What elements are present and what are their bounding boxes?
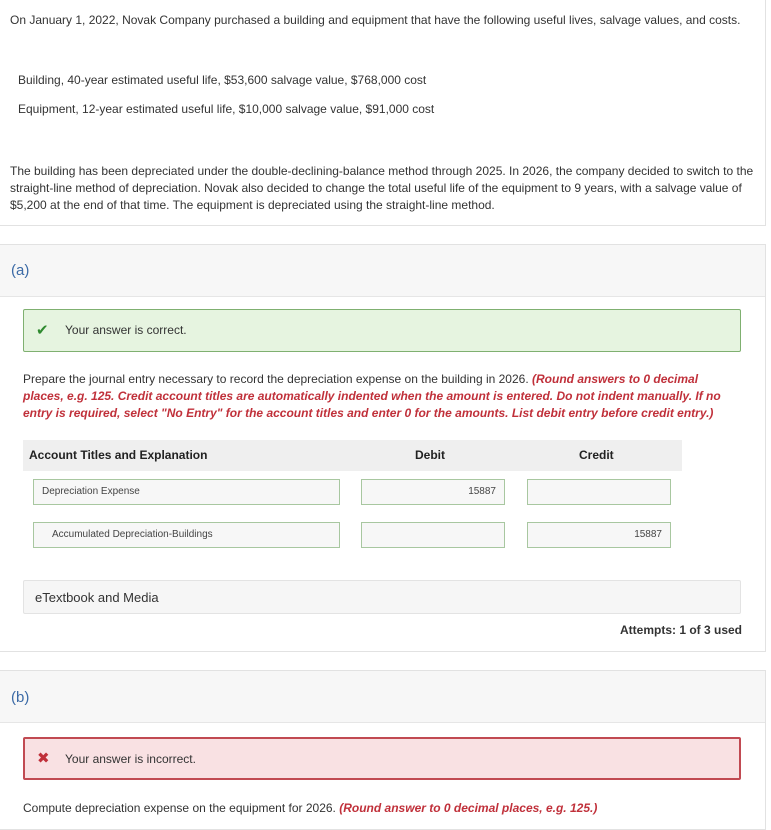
equipment-details: Equipment, 12-year estimated useful life, $10,000 salvage value, $91,000 cost — [18, 102, 435, 116]
x-icon: ✖ — [37, 750, 50, 767]
attempts-counter: Attempts: 1 of 3 used — [620, 623, 743, 637]
part-b-instruction-text: Compute depreciation expense on the equipment for 2026. — [23, 801, 336, 815]
problem-statement — [0, 0, 766, 226]
etextbook-media-button[interactable] — [23, 580, 741, 614]
incorrect-feedback-text: Your answer is incorrect. — [65, 752, 196, 766]
part-b-instruction — [23, 800, 723, 817]
credit-field-1[interactable] — [527, 479, 671, 505]
incorrect-feedback-banner — [23, 737, 741, 780]
problem-intro: On January 1, 2022, Novak Company purchased a building and equipment that have the following useful lives, salvage values, and costs. — [10, 13, 741, 27]
part-a-instruction-emphasis: (Round answers to 0 decimal places, e.g. 125. Credit account titles are automatically indented when the amount is entered. Do not indent manually. If no entry is required, select "No Entry" for the account titles and enter 0 for the amounts. List debit entry before credit entry.) — [23, 372, 721, 420]
debit-field-2[interactable] — [361, 522, 505, 548]
part-a-instruction — [23, 371, 723, 422]
correct-feedback-banner — [23, 309, 741, 352]
building-details: Building, 40-year estimated useful life, $53,600 salvage value, $768,000 cost — [18, 73, 427, 87]
header-account-titles: Account Titles and Explanation — [29, 448, 208, 462]
debit-field-1[interactable]: 15887 — [361, 479, 505, 505]
header-credit: Credit — [579, 448, 614, 462]
check-icon: ✔ — [36, 322, 49, 339]
problem-paragraph: The building has been depreciated under the double-declining-balance method through 2025. In 2026, the company decided to switch to the straight-line method of depreciation. Novak also decided to change the total useful life of the equipment to 9 years, with a salvage value of $5,200 at the end of that time. The equipment is depreciated using the straight-line method. — [10, 164, 754, 212]
journal-table-header — [23, 440, 682, 471]
part-a-label: (a) — [11, 262, 30, 279]
credit-field-2[interactable]: 15887 — [527, 522, 671, 548]
header-debit: Debit — [415, 448, 445, 462]
part-b-header — [0, 671, 765, 723]
part-a-header — [0, 245, 765, 297]
part-a-instruction-text: Prepare the journal entry necessary to record the depreciation expense on the building in 2026. — [23, 372, 529, 386]
account-title-field-2[interactable]: Accumulated Depreciation-Buildings — [33, 522, 340, 548]
etextbook-media-label: eTextbook and Media — [35, 590, 159, 605]
correct-feedback-text: Your answer is correct. — [65, 323, 187, 337]
account-title-field-1[interactable]: Depreciation Expense — [33, 479, 340, 505]
part-b-instruction-emphasis: (Round answer to 0 decimal places, e.g. 125.) — [339, 801, 598, 815]
part-b-label: (b) — [11, 689, 30, 706]
